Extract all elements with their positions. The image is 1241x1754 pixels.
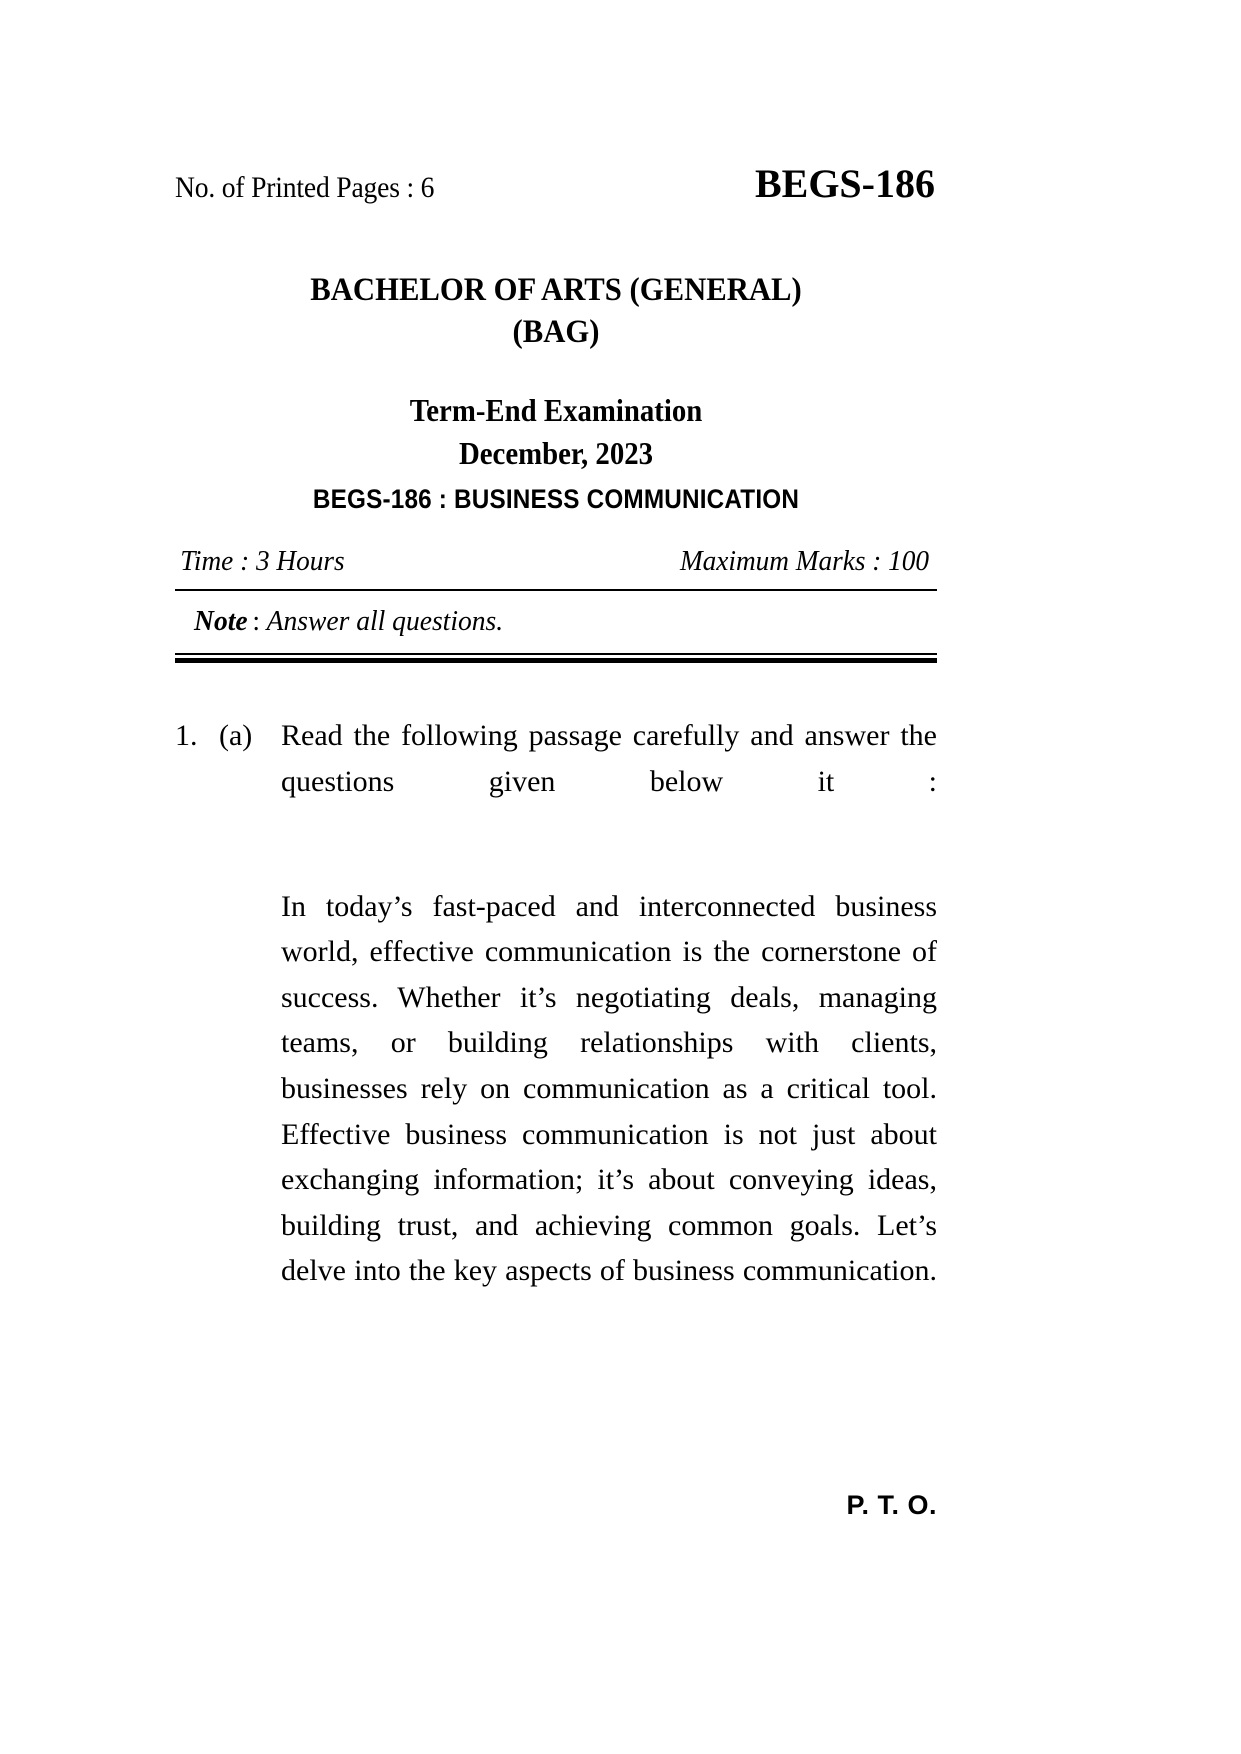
exam-maximum-marks: Maximum Marks : 100 — [679, 544, 930, 577]
note-colon: : — [252, 604, 261, 637]
program-title-block — [175, 270, 937, 353]
exam-duration: Time : 3 Hours — [180, 544, 345, 577]
course-code: BEGS-186 — [754, 161, 935, 206]
program-title: BACHELOR OF ARTS (GENERAL) — [310, 272, 802, 308]
exam-session: December, 2023 — [458, 435, 654, 472]
question-instruction: Read the following passage carefully and answer the questions given below it : — [281, 718, 937, 798]
note-label: Note — [194, 604, 248, 637]
question-1 — [175, 713, 937, 1340]
note-row — [194, 605, 918, 638]
page-turn-over-label: P. T. O. — [846, 1490, 937, 1520]
question-1-row — [175, 713, 937, 1340]
question-number: 1. — [175, 718, 198, 752]
question-passage: In today’s fast-paced and interconnected business world, effective communication is the cornerstone of success. Whether it’s negotiating deals, managing teams, or building relationships with clients, businesses rely on communication as a critical tool. Effective business communication is not just about exchanging information; it’s about conveying ideas, building trust, and achieving common goals. Let’s delve into the key aspects of business communication. — [281, 889, 937, 1288]
page-header — [175, 160, 937, 218]
question-body — [281, 713, 937, 1340]
divider-above-note — [175, 589, 937, 591]
exam-title-block — [175, 389, 937, 515]
note-text: Answer all questions. — [266, 604, 504, 637]
divider-below-note — [175, 653, 937, 663]
page-content — [175, 160, 937, 1520]
exam-name: Term-End Examination — [409, 392, 703, 429]
printed-pages-label: No. of Printed Pages : 6 — [175, 171, 435, 204]
question-part-label: (a) — [219, 718, 253, 752]
program-abbreviation: (BAG) — [512, 313, 600, 350]
divider-thin-line — [175, 653, 937, 655]
divider-thick-line — [175, 658, 937, 663]
exam-info-row — [175, 545, 937, 578]
exam-subject: BEGS-186 : BUSINESS COMMUNICATION — [312, 483, 800, 514]
